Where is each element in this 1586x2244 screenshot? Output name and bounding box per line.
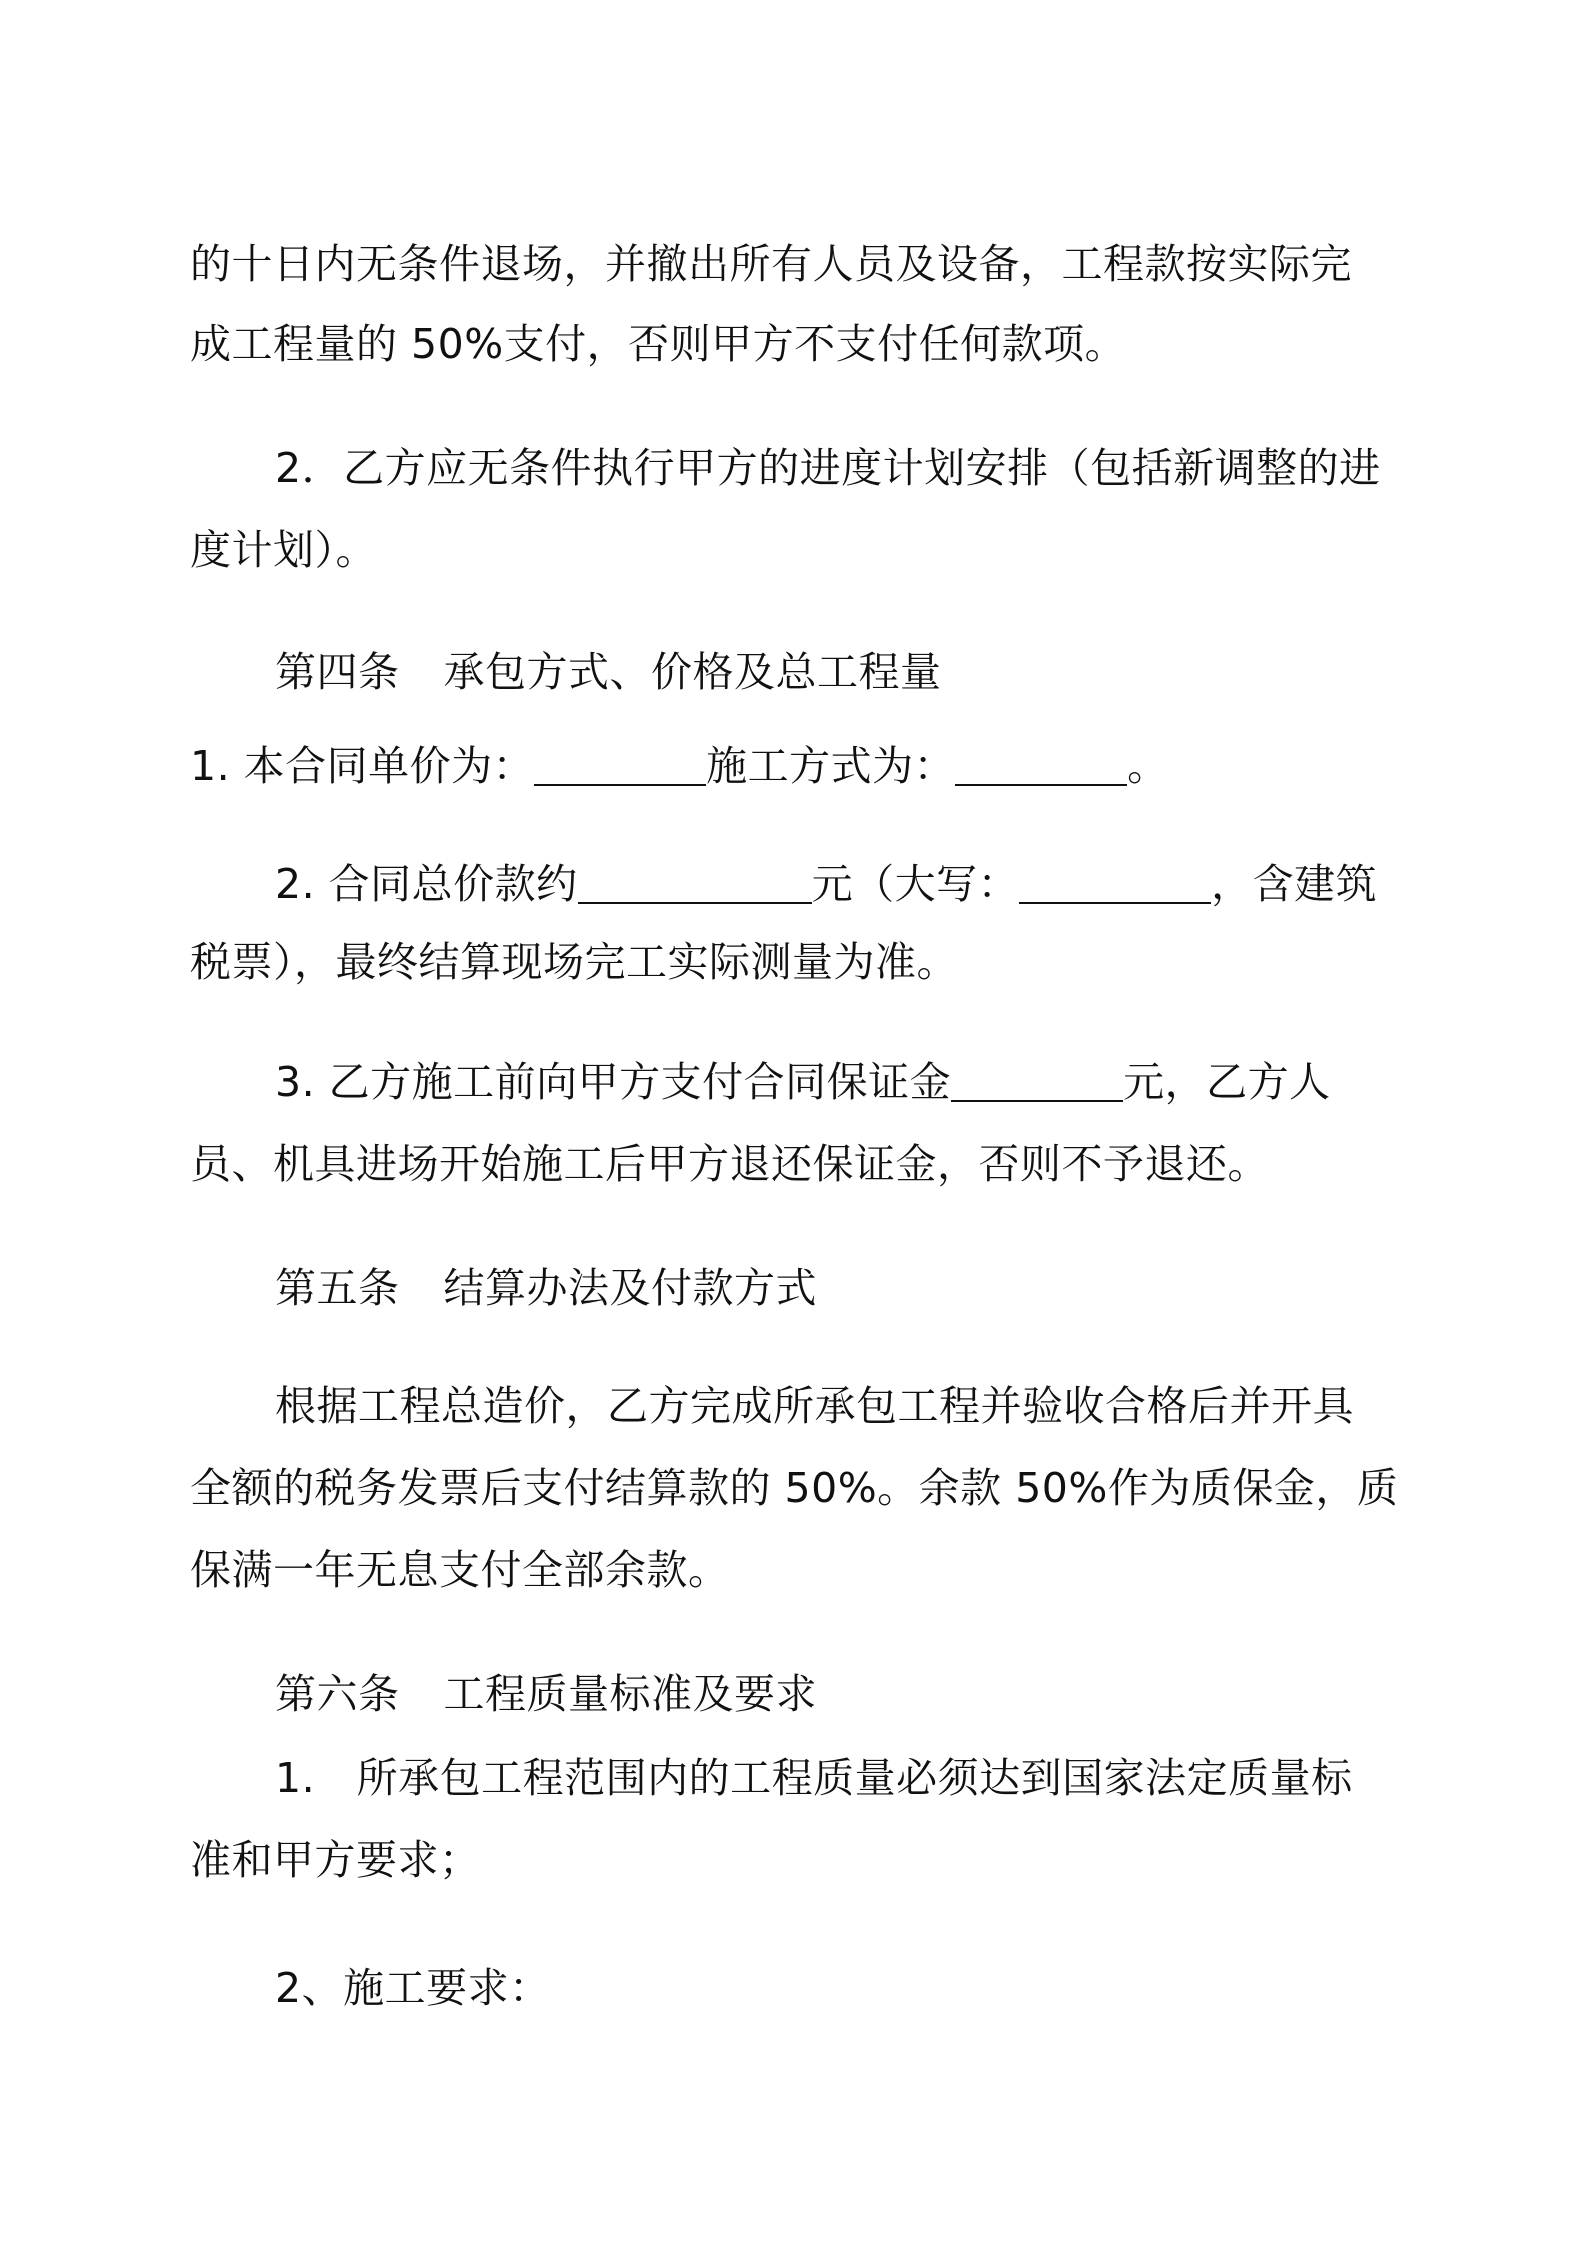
article5-heading: [275, 1262, 817, 1314]
article4-item2-part1: 2. 合同总价款约: [275, 860, 578, 908]
article4-item2-line-1: [275, 858, 1377, 910]
article4-item3-part1: 3. 乙方施工前向甲方支付合同保证金: [275, 1058, 952, 1106]
article5-title: 结算办法及付款方式: [443, 1264, 817, 1312]
article4-item1: [190, 740, 1169, 792]
intro-line-2: 成工程量的 50%支付，否则甲方不支付任何款项。: [190, 320, 1127, 368]
article4-item2-line-2: 税票），最终结算现场完工实际测量为准。: [190, 938, 958, 986]
article6-title: 工程质量标准及要求: [443, 1670, 817, 1718]
article5-para-line-2: 全额的税务发票后支付结算款的 50%。余款 50%作为质保金，质: [190, 1464, 1399, 1512]
schedule-item-line-2: 度计划）。: [190, 526, 377, 574]
article5-para-line-3: 保满一年无息支付全部余款。: [190, 1546, 730, 1594]
article5-number: 第五条: [275, 1264, 400, 1312]
article4-number: 第四条: [275, 648, 400, 696]
article4-heading: [275, 646, 942, 698]
article4-item1-part2: 施工方式为：: [706, 742, 956, 790]
article6-heading: [275, 1668, 817, 1720]
article5-para-line-1: 根据工程总造价，乙方完成所承包工程并验收合格后并开具: [275, 1382, 1354, 1430]
article4-item3-part2: 元，乙方人: [1123, 1058, 1331, 1106]
construction-method-blank: [955, 744, 1127, 786]
amount-in-words-blank: [1019, 862, 1211, 904]
intro-line-1: 的十日内无条件退场，并撤出所有人员及设备，工程款按实际完: [190, 240, 1352, 288]
article6-item1-line-2: 准和甲方要求；: [190, 1836, 481, 1884]
article4-item2-part2: 元（大写：: [811, 860, 1020, 908]
article6-number: 第六条: [275, 1670, 400, 1718]
article4-item3-line-1: [275, 1056, 1331, 1108]
article4-item1-part3: 。: [1127, 742, 1169, 790]
article4-item3-line-2: 员、机具进场开始施工后甲方退还保证金，否则不予退还。: [190, 1140, 1269, 1188]
total-price-blank: [578, 862, 812, 904]
unit-price-blank: [534, 744, 706, 786]
article4-item2-part3: ，含建筑: [1211, 860, 1378, 908]
schedule-item-line-1: 2．乙方应无条件执行甲方的进度计划安排（包括新调整的进: [275, 444, 1381, 492]
article6-item2-line-1: 2、施工要求：: [275, 1964, 551, 2012]
article4-title: 承包方式、价格及总工程量: [443, 648, 942, 696]
article4-item1-part1: 1. 本合同单价为：: [190, 742, 535, 790]
article6-item1-line-1: 1. 所承包工程范围内的工程质量必须达到国家法定质量标: [275, 1754, 1353, 1802]
deposit-blank: [951, 1060, 1123, 1102]
